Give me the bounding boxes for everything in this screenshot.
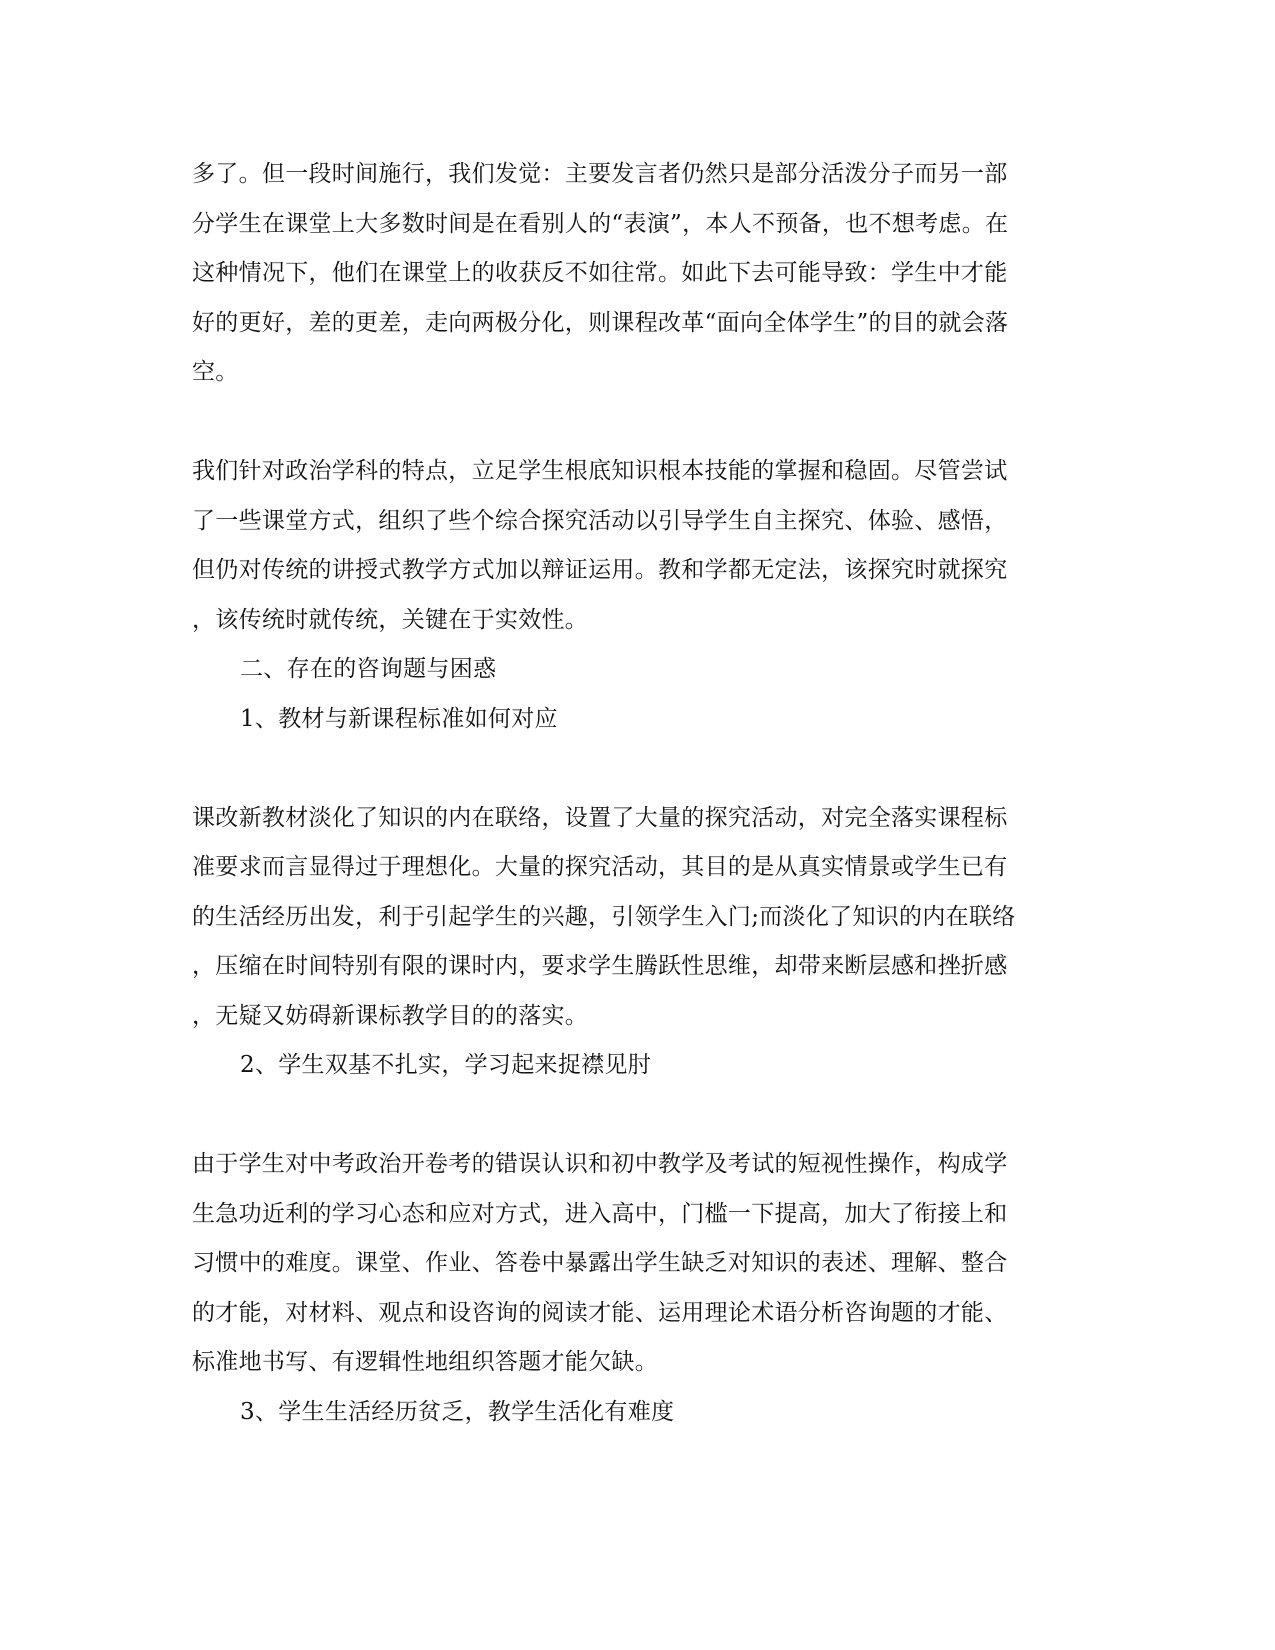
item-heading-1: 1、教材与新课程标准如何对应 [240, 705, 558, 732]
section-heading: 二、存在的咨询题与困惑 [240, 656, 497, 682]
text-line: 好的更好，差的更差，走向两极分化，则课程改革“面向全体学生”的目的就会落 [192, 309, 1009, 336]
paragraph-spacer [192, 1091, 1072, 1141]
paragraph-spacer [192, 744, 1072, 794]
text-line: 但仍对传统的讲授式教学方式加以辩证运用。教和学都无定法，该探究时就探究 [192, 557, 1008, 583]
text-line: 标准地书写、有逻辑性地组织答题才能欠缺。 [192, 1349, 658, 1375]
item-heading-2: 2、学生双基不扎实，学习起来捉襟见肘 [240, 1052, 652, 1078]
text-line: 了一些课堂方式，组织了些个综合探究活动以引导学生自主探究、体验、感悟， [192, 507, 1008, 534]
paragraph-4 [192, 1140, 1072, 1388]
text-line: 习惯中的难度。课堂、作业、答卷中暴露出学生缺乏对知识的表述、理解、整合 [192, 1250, 1008, 1276]
text-line: 我们针对政治学科的特点，立足学生根底知识根本技能的掌握和稳固。尽管尝试 [192, 458, 1008, 484]
text-line: 的生活经历出发，利于引起学生的兴趣，引领学生入门;而淡化了知识的内在联络 [192, 903, 1016, 930]
text-line: 这种情况下，他们在课堂上的收获反不如往常。如此下去可能导致：学生中才能 [192, 260, 1008, 286]
text-line: 课改新教材淡化了知识的内在联络，设置了大量的探究活动，对完全落实课程标 [192, 804, 1008, 831]
text-line: 的才能，对材料、观点和设咨询的阅读才能、运用理论术语分析咨询题的才能、 [192, 1299, 1008, 1326]
paragraph-3 [192, 794, 1072, 1042]
paragraph-1 [192, 150, 1072, 398]
text-line: ，该传统时就传统，关键在于实效性。 [192, 606, 589, 633]
paragraph-2 [192, 447, 1072, 645]
text-line: 空。 [192, 359, 239, 385]
document-body [192, 150, 1072, 1437]
text-line: 分学生在课堂上大多数时间是在看别人的“表演”，本人不预备，也不想考虑。在 [192, 210, 1009, 237]
text-line: ，压缩在时间特别有限的课时内，要求学生腾跃性思维，却带来断层感和挫折感 [192, 953, 1008, 979]
text-line: 准要求而言显得过于理想化。大量的探究活动，其目的是从真实情景或学生已有 [192, 854, 1008, 880]
item-heading-3: 3、学生生活经历贫乏，教学生活化有难度 [240, 1398, 675, 1425]
text-line: 生急功近利的学习心态和应对方式，进入高中，门槛一下提高，加大了衔接上和 [192, 1200, 1008, 1227]
text-line: 由于学生对中考政治开卷考的错误认识和初中教学及考试的短视性操作，构成学 [192, 1151, 1008, 1177]
text-line: 多了。但一段时间施行，我们发觉：主要发言者仍然只是部分活泼分子而另一部 [192, 161, 1008, 187]
text-line: ，无疑又妨碍新课标教学目的的落实。 [192, 1002, 589, 1029]
paragraph-spacer [192, 398, 1072, 448]
